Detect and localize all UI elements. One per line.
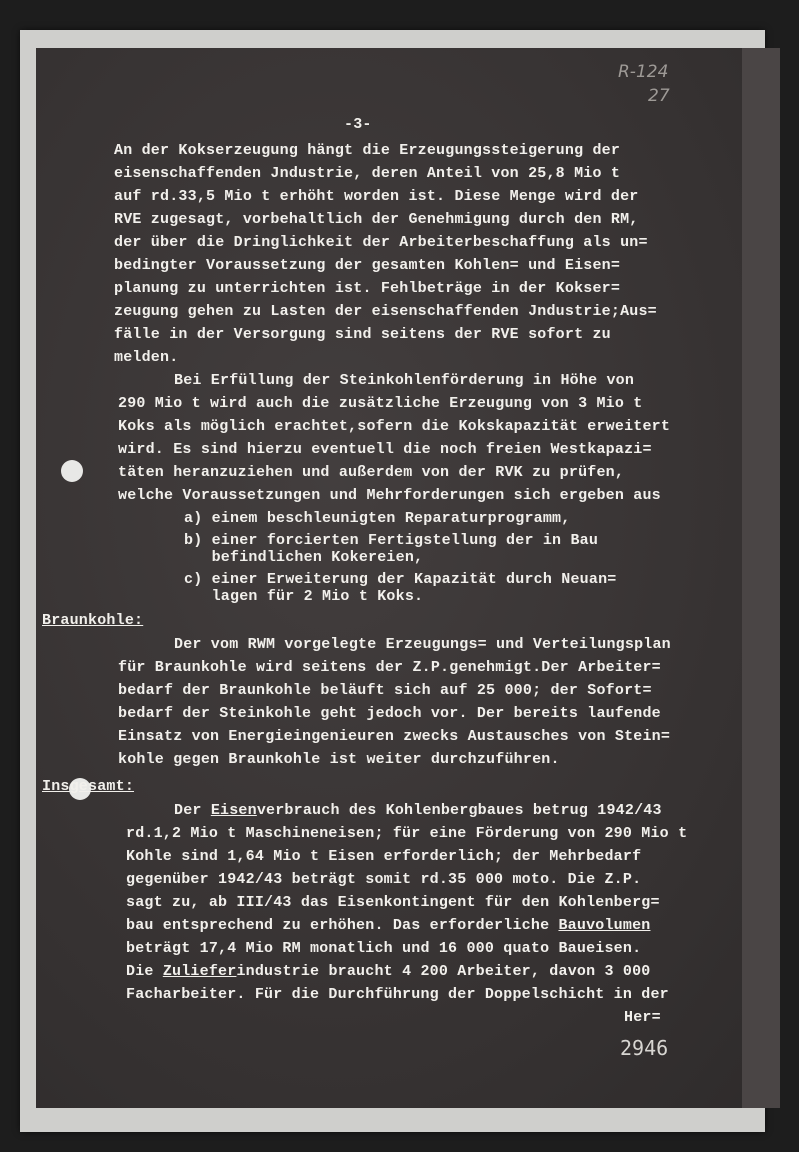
text-line: bau entsprechend zu erhöhen. Das erforderliche Bauvolumen xyxy=(126,917,651,934)
text-line: Bei Erfüllung der Steinkohlenförderung in Höhe von xyxy=(174,372,635,389)
text-line: Kohle sind 1,64 Mio t Eisen erforderlich; der Mehrbedarf xyxy=(126,848,642,865)
text-line: sagt zu, ab III/43 das Eisenkontingent für den Kohlenberg= xyxy=(126,894,660,911)
page-edge xyxy=(742,48,780,1108)
text-line: gegenüber 1942/43 beträgt somit rd.35 000 moto. Die Z.P. xyxy=(126,871,642,888)
text-line: 290 Mio t wird auch die zusätzliche Erzeugung von 3 Mio t xyxy=(118,395,643,412)
text-line: der über die Dringlichkeit der Arbeiterbeschaffung als un= xyxy=(114,234,648,251)
page-number: -3- xyxy=(344,116,372,133)
text-line: Facharbeiter. Für die Durchführung der Doppelschicht in der xyxy=(126,986,669,1003)
list-item-b: b) einer forcierten Fertigstellung der in Bau xyxy=(184,532,599,549)
text-line: Koks als möglich erachtet,sofern die Kokskapazität erweitert xyxy=(118,418,671,435)
pencil-note-1: R-124 xyxy=(618,62,669,82)
section-heading-braunkohle: Braunkohle: xyxy=(42,612,144,629)
underlined-zuliefer: Zuliefer xyxy=(162,963,237,980)
text-line: beträgt 17,4 Mio RM monatlich und 16 000 quato Baueisen. xyxy=(126,940,642,957)
text-line: Her= xyxy=(624,1009,661,1026)
text-line: eisenschaffenden Jndustrie, deren Anteil von 25,8 Mio t xyxy=(114,165,621,182)
text-line: wird. Es sind hierzu eventuell die noch freien Westkapazi= xyxy=(118,441,652,458)
text-line: Einsatz von Energieingenieuren zwecks Austausches von Stein= xyxy=(118,728,671,745)
text-line: täten heranzuziehen und außerdem von der RVK zu prüfen, xyxy=(118,464,625,481)
text-line: bedarf der Braunkohle beläuft sich auf 25 000; der Sofort= xyxy=(118,682,652,699)
list-item-c: c) einer Erweiterung der Kapazität durch Neuan= xyxy=(184,571,617,588)
text-line: welche Voraussetzungen und Mehrforderungen sich ergeben aus xyxy=(118,487,661,504)
text-line: melden. xyxy=(114,349,179,366)
section-heading-insgesamt: Insgesamt: xyxy=(42,778,135,795)
text-line: Die Zulieferindustrie braucht 4 200 Arbeiter, davon 3 000 xyxy=(126,963,651,980)
text-line: An der Kokserzeugung hängt die Erzeugungssteigerung der xyxy=(114,142,621,159)
list-item-b-cont: befindlichen Kokereien, xyxy=(184,549,424,566)
text-line: bedingter Voraussetzung der gesamten Kohlen= und Eisen= xyxy=(114,257,621,274)
text-line: planung zu unterrichten ist. Fehlbeträge in der Kokser= xyxy=(114,280,621,297)
text-line: kohle gegen Braunkohle ist weiter durchzuführen. xyxy=(118,751,560,768)
pencil-note-2: 27 xyxy=(648,86,670,106)
text-line: für Braunkohle wird seitens der Z.P.genehmigt.Der Arbeiter= xyxy=(118,659,661,676)
list-item-a: a) einem beschleunigten Reparaturprogramm, xyxy=(184,510,571,527)
list-item-c-cont: lagen für 2 Mio t Koks. xyxy=(184,588,424,605)
archive-stamp-number: 2946 xyxy=(620,1036,669,1060)
punch-hole-top xyxy=(61,460,83,482)
text-line: Der vom RWM vorgelegte Erzeugungs= und Verteilungsplan xyxy=(174,636,671,653)
text-line: RVE zugesagt, vorbehaltlich der Genehmigung durch den RM, xyxy=(114,211,639,228)
text-line: auf rd.33,5 Mio t erhöht worden ist. Diese Menge wird der xyxy=(114,188,639,205)
text-line: fälle in der Versorgung sind seitens der RVE sofort zu xyxy=(114,326,611,343)
underlined-eisen: Eisen xyxy=(210,802,257,819)
text-line: rd.1,2 Mio t Maschineneisen; für eine Förderung von 290 Mio t xyxy=(126,825,688,842)
text-line: Der Eisenverbrauch des Kohlenbergbaues betrug 1942/43 xyxy=(174,802,662,819)
text-line: bedarf der Steinkohle geht jedoch vor. Der bereits laufende xyxy=(118,705,661,722)
underlined-bauvolumen: Bauvolumen xyxy=(558,917,651,934)
text-line: zeugung gehen zu Lasten der eisenschaffenden Jndustrie;Aus= xyxy=(114,303,657,320)
